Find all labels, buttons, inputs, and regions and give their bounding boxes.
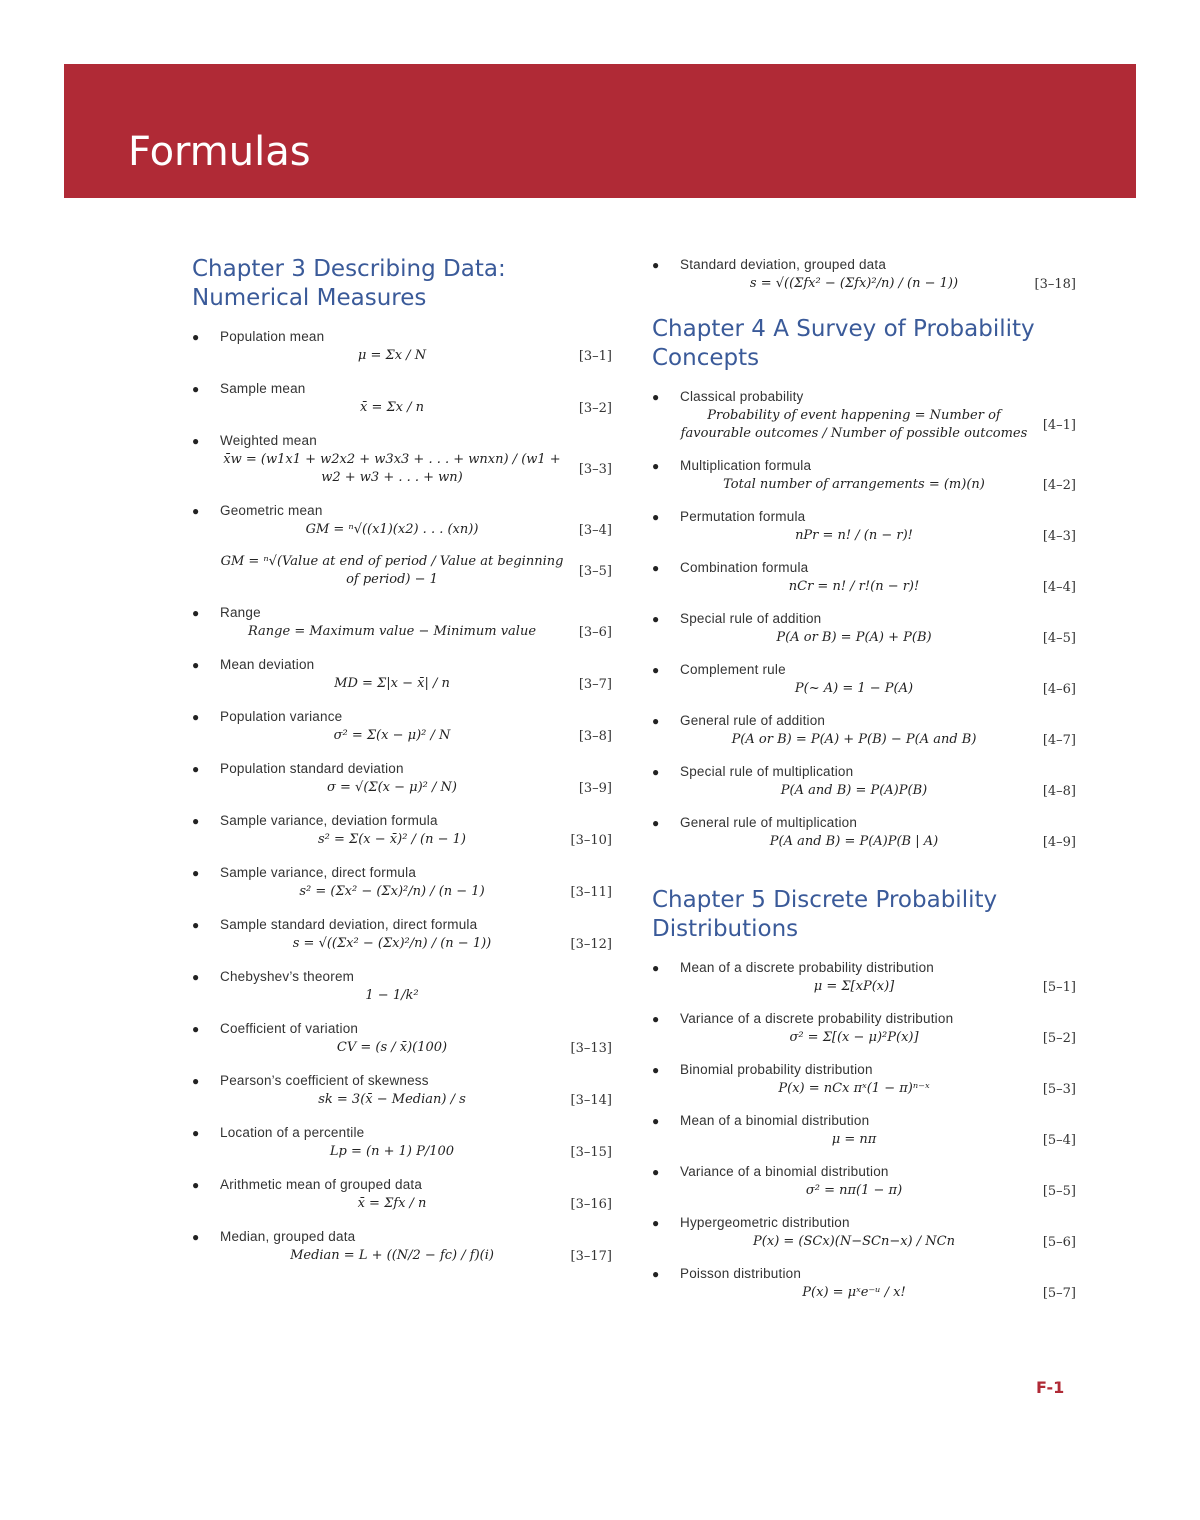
bullet-icon: ●: [652, 1267, 660, 1281]
formula-label: Classical probability: [680, 389, 804, 404]
bullet-icon: ●: [192, 814, 200, 828]
formula-expression: P(x) = nCx πˣ(1 − π)ⁿ⁻ˣ: [778, 1081, 930, 1096]
formula-item: [192, 915, 612, 953]
formula-item: [652, 813, 1076, 851]
bullet-icon: ●: [652, 258, 660, 272]
chapter-3-continued-list: [652, 255, 1076, 293]
bullet-icon: ●: [192, 330, 200, 344]
formula-label: Complement rule: [680, 662, 786, 677]
equation-number: [3–1]: [578, 348, 612, 364]
formula-expression: P(~ A) = 1 − P(A): [794, 681, 914, 696]
equation-number: [5–4]: [1042, 1132, 1076, 1148]
formula-item: [652, 762, 1076, 800]
formula-label: Sample mean: [220, 381, 306, 396]
formula-label: Population variance: [220, 709, 343, 724]
formula-expression: s = √((Σfx² − (Σfx)²/n) / (n − 1)): [749, 276, 959, 291]
bullet-icon: ●: [192, 1178, 200, 1192]
formula-expression: s² = Σ(x − x̄)² / (n − 1): [318, 832, 466, 847]
bullet-icon: ●: [192, 658, 200, 672]
formula-label: Population mean: [220, 329, 325, 344]
formula-expression: x̄ = Σfx / n: [357, 1196, 427, 1211]
equation-number: [3–6]: [578, 624, 612, 640]
formula-item: [192, 811, 612, 849]
formula-label: Binomial probability distribution: [680, 1062, 873, 1077]
bullet-icon: ●: [652, 1216, 660, 1230]
chapter-3-formula-list: [192, 327, 612, 1265]
formula-label: Geometric mean: [220, 503, 323, 518]
formula-label: Multiplication formula: [680, 458, 812, 473]
bullet-icon: ●: [652, 714, 660, 728]
equation-number: [4–3]: [1042, 528, 1076, 544]
formula-item: [192, 863, 612, 901]
equation-number: [4–5]: [1042, 630, 1076, 646]
page-title: Formulas: [128, 129, 311, 175]
formula-item: [192, 655, 612, 693]
equation-number: [5–7]: [1042, 1285, 1076, 1301]
right-column: [652, 255, 1076, 1315]
formula-item: [652, 1111, 1076, 1149]
formula-label: Mean of a discrete probability distribution: [680, 960, 934, 975]
formula-expression: μ = nπ: [831, 1132, 877, 1147]
formula-label: Special rule of multiplication: [680, 764, 854, 779]
equation-number: [3–18]: [1034, 276, 1076, 292]
bullet-icon: ●: [192, 710, 200, 724]
bullet-icon: ●: [192, 970, 200, 984]
formula-item: [652, 609, 1076, 647]
formula-label: General rule of multiplication: [680, 815, 858, 830]
bullet-icon: ●: [652, 561, 660, 575]
equation-number: [5–1]: [1042, 979, 1076, 995]
bullet-icon: ●: [652, 510, 660, 524]
formula-item: [192, 1071, 612, 1109]
formula-label: Mean deviation: [220, 657, 315, 672]
formula-item: [192, 707, 612, 745]
equation-number: [4–9]: [1042, 834, 1076, 850]
formula-label: Sample standard deviation, direct formula: [220, 917, 478, 932]
bullet-icon: ●: [652, 1063, 660, 1077]
bullet-icon: ●: [652, 663, 660, 677]
equation-number: [4–6]: [1042, 681, 1076, 697]
bullet-icon: ●: [652, 1114, 660, 1128]
equation-number: [5–2]: [1042, 1030, 1076, 1046]
bullet-icon: ●: [192, 1126, 200, 1140]
formula-label: Pearson’s coefficient of skewness: [220, 1073, 429, 1088]
equation-number: [3–12]: [570, 936, 612, 952]
bullet-icon: ●: [652, 612, 660, 626]
bullet-icon: ●: [192, 1230, 200, 1244]
formula-expression: x̄ = Σx / n: [359, 400, 425, 415]
equation-number: [3–14]: [570, 1092, 612, 1108]
formula-expression: 1 − 1/k²: [365, 988, 419, 1003]
formula-item: [652, 1264, 1076, 1302]
equation-number: [4–1]: [1042, 417, 1076, 433]
equation-number: [3–7]: [578, 676, 612, 692]
formula-item: [192, 553, 612, 589]
formula-expression: P(A and B) = P(A)P(B | A): [769, 834, 939, 849]
bullet-icon: ●: [192, 434, 200, 448]
formula-expression: P(A or B) = P(A) + P(B): [776, 630, 932, 645]
equation-number: [3–11]: [570, 884, 612, 900]
formula-label: Hypergeometric distribution: [680, 1215, 850, 1230]
equation-number: [3–9]: [578, 780, 612, 796]
formula-expression: nPr = n! / (n − r)!: [795, 528, 913, 543]
formula-label: Variance of a discrete probability distribution: [680, 1011, 954, 1026]
bullet-icon: ●: [192, 866, 200, 880]
formula-item: [652, 1213, 1076, 1251]
formula-expression: μ = Σ[xP(x)]: [813, 979, 895, 994]
equation-number: [3–15]: [570, 1144, 612, 1160]
formula-expression: μ = Σx / N: [357, 348, 427, 363]
formula-expression: sk = 3(x̄ − Median) / s: [318, 1092, 466, 1107]
equation-number: [3–13]: [570, 1040, 612, 1056]
formula-expression: σ² = nπ(1 − π): [805, 1183, 903, 1198]
formula-item: [192, 327, 612, 365]
formula-item: [652, 660, 1076, 698]
formula-expression: GM = ⁿ√((x1)(x2) . . . (xn)): [305, 522, 479, 537]
formula-expression: P(x) = μˣe⁻ᵘ / x!: [802, 1285, 906, 1300]
equation-number: [3–3]: [578, 461, 612, 477]
equation-number: [3–5]: [578, 563, 612, 579]
page-number: F-1: [1036, 1378, 1065, 1397]
formula-item: [652, 1009, 1076, 1047]
bullet-icon: ●: [652, 816, 660, 830]
formula-item: [192, 1123, 612, 1161]
formula-item: [192, 759, 612, 797]
formula-item: [652, 255, 1076, 293]
bullet-icon: ●: [192, 918, 200, 932]
equation-number: [4–2]: [1042, 477, 1076, 493]
formula-expression: P(A or B) = P(A) + P(B) − P(A and B): [731, 732, 977, 747]
formula-expression: P(A and B) = P(A)P(B): [780, 783, 928, 798]
formula-item: [652, 711, 1076, 749]
formula-expression: P(x) = (SCx)(N−SCn−x) / NCn: [753, 1234, 955, 1249]
equation-number: [3–4]: [578, 522, 612, 538]
chapter-4-formula-list: [652, 387, 1076, 851]
equation-number: [3–8]: [578, 728, 612, 744]
formula-label: Poisson distribution: [680, 1266, 802, 1281]
formula-item: [652, 1162, 1076, 1200]
formula-item: [192, 501, 612, 539]
equation-number: [3–2]: [578, 400, 612, 416]
formula-item: [192, 379, 612, 417]
formula-label: Mean of a binomial distribution: [680, 1113, 870, 1128]
formula-expression: σ² = Σ(x − μ)² / N: [333, 728, 451, 743]
chapter-3-heading: Chapter 3 Describing Data: Numerical Measures: [192, 256, 506, 311]
formula-expression: Total number of arrangements = (m)(n): [723, 477, 985, 492]
left-column: [192, 255, 612, 1279]
formula-expression: Probability of event happening = Number of favourable outcomes / Number of possible outcomes: [680, 408, 1028, 441]
formula-expression: s = √((Σx² − (Σx)²/n) / (n − 1)): [292, 936, 492, 951]
formula-expression: GM = ⁿ√(Value at end of period / Value at beginning of period) − 1: [220, 554, 564, 587]
bullet-icon: ●: [652, 1165, 660, 1179]
bullet-icon: ●: [192, 382, 200, 396]
formula-label: General rule of addition: [680, 713, 826, 728]
formula-expression: s² = (Σx² − (Σx)²/n) / (n − 1): [299, 884, 485, 899]
formula-expression: Lp = (n + 1) P/100: [329, 1144, 455, 1159]
bullet-icon: ●: [192, 606, 200, 620]
formula-item: [192, 431, 612, 487]
equation-number: [5–5]: [1042, 1183, 1076, 1199]
bullet-icon: ●: [192, 1074, 200, 1088]
equation-number: [3–16]: [570, 1196, 612, 1212]
chapter-5-formula-list: [652, 958, 1076, 1302]
equation-number: [3–17]: [570, 1248, 612, 1264]
formula-item: [652, 1060, 1076, 1098]
formula-item: [192, 603, 612, 641]
formula-label: Weighted mean: [220, 433, 317, 448]
equation-number: [3–10]: [570, 832, 612, 848]
formula-item: [652, 456, 1076, 494]
formula-label: Standard deviation, grouped data: [680, 257, 887, 272]
formula-label: Sample variance, direct formula: [220, 865, 417, 880]
formula-label: Arithmetic mean of grouped data: [220, 1177, 423, 1192]
formula-label: Variance of a binomial distribution: [680, 1164, 889, 1179]
formula-label: Permutation formula: [680, 509, 806, 524]
formula-label: Chebyshev’s theorem: [220, 969, 355, 984]
bullet-icon: ●: [652, 961, 660, 975]
formula-expression: Range = Maximum value − Minimum value: [247, 624, 537, 639]
equation-number: [5–3]: [1042, 1081, 1076, 1097]
formula-expression: nCr = n! / r!(n − r)!: [788, 579, 920, 594]
bullet-icon: ●: [192, 504, 200, 518]
formula-expression: CV = (s / x̄)(100): [336, 1040, 448, 1055]
formula-label: Combination formula: [680, 560, 809, 575]
formula-label: Coefficient of variation: [220, 1021, 359, 1036]
formula-item: [192, 967, 612, 1005]
formula-item: [652, 387, 1076, 443]
equation-number: [4–8]: [1042, 783, 1076, 799]
formula-label: Range: [220, 605, 261, 620]
equation-number: [4–4]: [1042, 579, 1076, 595]
formula-label: Location of a percentile: [220, 1125, 365, 1140]
formula-label: Special rule of addition: [680, 611, 822, 626]
bullet-icon: ●: [652, 390, 660, 404]
bullet-icon: ●: [652, 459, 660, 473]
formula-expression: σ² = Σ[(x − μ)²P(x)]: [789, 1030, 919, 1045]
formula-expression: MD = Σ|x − x̄| / n: [334, 676, 450, 691]
equation-number: [4–7]: [1042, 732, 1076, 748]
formula-expression: x̄w = (w1x1 + w2x2 + w3x3 + . . . + wnxn) / (w1 + w2 + w3 + . . . + wn): [223, 452, 561, 485]
chapter-5-heading: Chapter 5 Discrete Probability Distributions: [652, 887, 998, 942]
chapter-4-heading: Chapter 4 A Survey of Probability Concepts: [652, 316, 1035, 371]
formula-item: [652, 507, 1076, 545]
formula-item: [192, 1019, 612, 1057]
bullet-icon: ●: [652, 1012, 660, 1026]
formula-label: Sample variance, deviation formula: [220, 813, 438, 828]
formula-item: [192, 1227, 612, 1265]
formula-item: [652, 958, 1076, 996]
formula-item: [652, 558, 1076, 596]
equation-number: [5–6]: [1042, 1234, 1076, 1250]
formula-item: [192, 1175, 612, 1213]
bullet-icon: ●: [192, 762, 200, 776]
formula-label: Median, grouped data: [220, 1229, 356, 1244]
formula-expression: Median = L + ((N/2 − fc) / f)(i): [290, 1248, 494, 1263]
bullet-icon: ●: [192, 1022, 200, 1036]
bullet-icon: ●: [652, 765, 660, 779]
formula-expression: σ = √(Σ(x − μ)² / N): [327, 780, 457, 795]
formula-label: Population standard deviation: [220, 761, 404, 776]
